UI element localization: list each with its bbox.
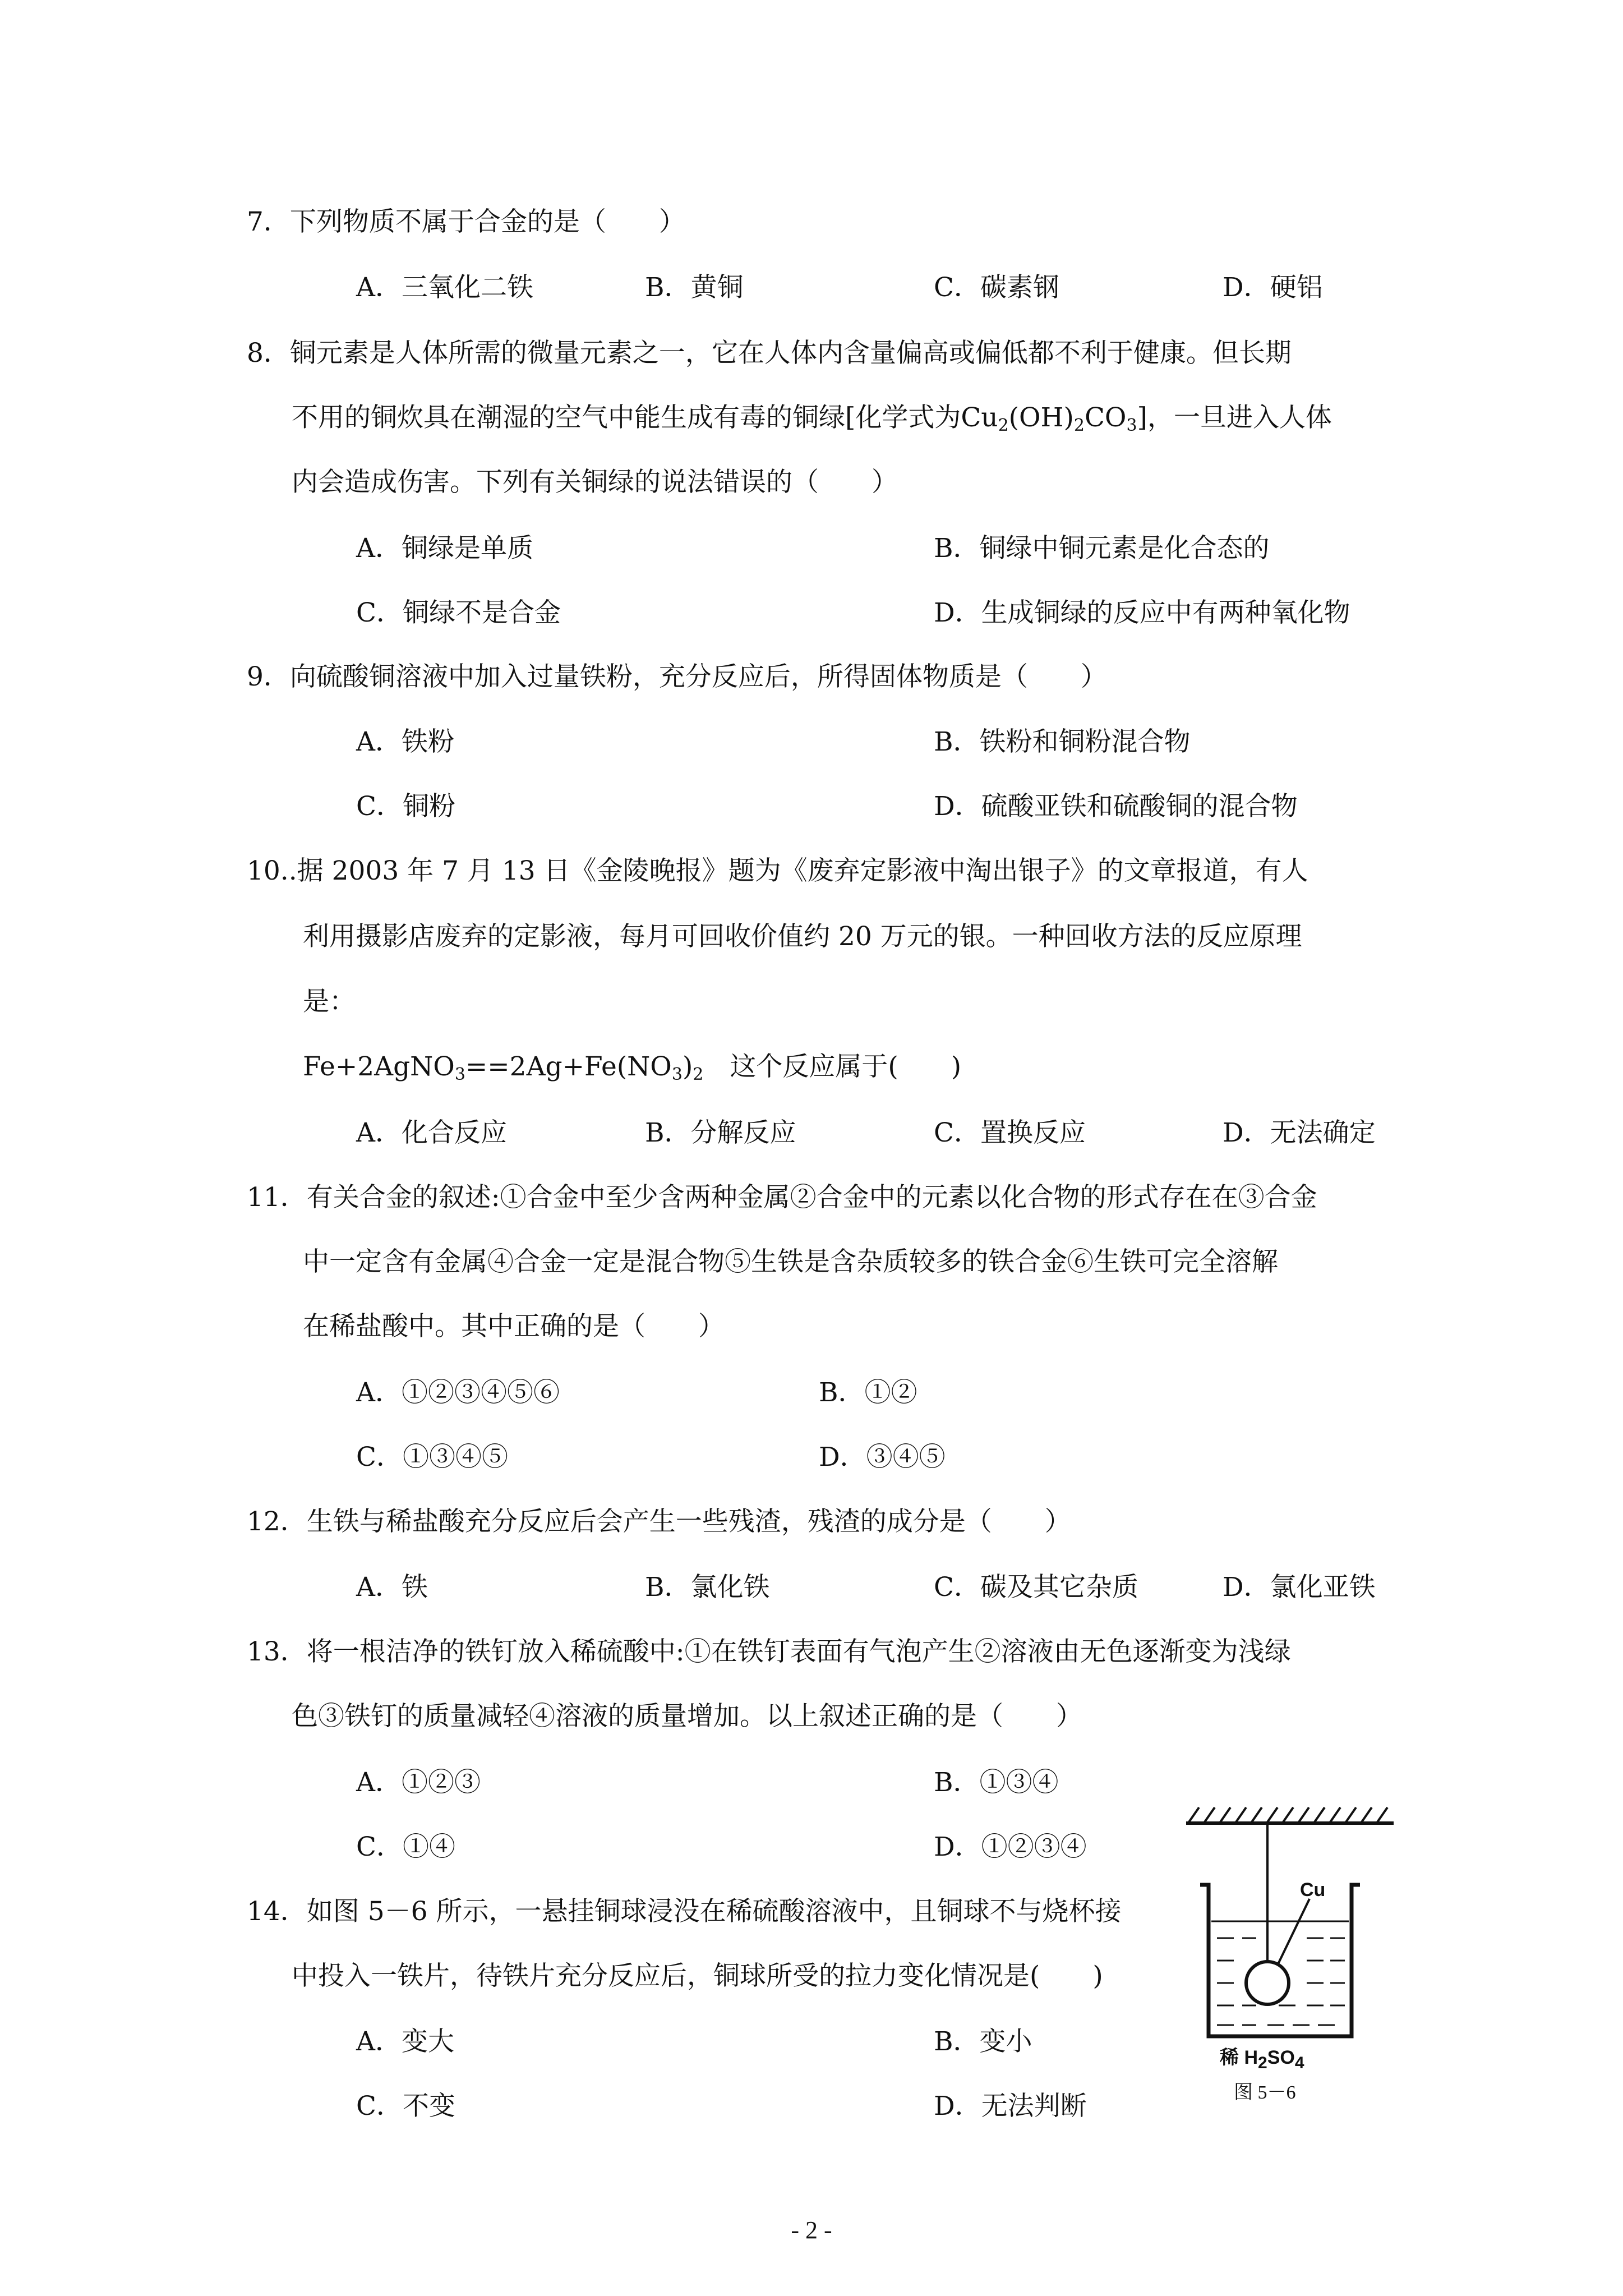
equation-part: Fe+2AgNO <box>303 1051 455 1082</box>
q11-line-2: 中一定含有金属④合金一定是混合物⑤生铁是含杂质较多的铁合金⑥生铁可完全溶解 <box>303 1246 1278 1277</box>
q7-option-b: B．黄铜 <box>645 272 744 303</box>
acid-label-so: SO <box>1267 2047 1295 2068</box>
q11-option-c: C．①③④⑤ <box>356 1442 508 1473</box>
cu-label: Cu <box>1300 1879 1326 1901</box>
q13-option-c: C．①④ <box>356 1832 455 1862</box>
formula-sub: 2 <box>998 416 1009 435</box>
q13-line-2: 色③铁钉的质量减轻④溶液的质量增加。以上叙述正确的是（ ） <box>292 1701 1082 1732</box>
formula-cu: Cu <box>961 402 998 433</box>
q8-option-d: D．生成铜绿的反应中有两种氧化物 <box>934 597 1350 628</box>
q14-line-2: 中投入一铁片，待铁片充分反应后，铜球所受的拉力变化情况是( ) <box>292 1961 1103 1991</box>
q7-option-a: A．三氧化二铁 <box>356 272 533 303</box>
acid-label <box>1220 2042 1304 2072</box>
q8-option-b: B．铜绿中铜元素是化合态的 <box>934 533 1270 564</box>
q11-option-d: D．③④⑤ <box>819 1442 946 1473</box>
q13-option-a: A．①②③ <box>356 1767 481 1798</box>
q10-line-3: 是： <box>303 986 356 1017</box>
q7-stem: 7．下列物质不属于合金的是（ ） <box>247 206 685 237</box>
q10-option-d: D．无法确定 <box>1223 1117 1376 1148</box>
q9-option-d: D．硫酸亚铁和硫酸铜的混合物 <box>934 791 1298 822</box>
equation-part: ==2Ag+Fe(NO <box>465 1051 672 1082</box>
q12-option-c: C．碳及其它杂质 <box>934 1572 1138 1603</box>
q8-line-2-tail: ]，一旦进入人体 <box>1137 402 1332 433</box>
equation-part: ) <box>682 1051 693 1082</box>
q8-line-3: 内会造成伤害。下列有关铜绿的说法错误的（ ） <box>292 467 898 498</box>
q9-option-b: B．铁粉和铜粉混合物 <box>934 726 1191 757</box>
q8-option-c: C．铜绿不是合金 <box>356 597 561 628</box>
q10-option-b: B．分解反应 <box>645 1117 796 1148</box>
equation-sub: 3 <box>671 1065 683 1084</box>
q8-line-2 <box>292 401 1332 435</box>
q9-stem: 9．向硫酸铜溶液中加入过量铁粉，充分反应后，所得固体物质是（ ） <box>247 661 1107 692</box>
q14-line-1: 14．如图 5－6 所示，一悬挂铜球浸没在稀硫酸溶液中，且铜球不与烧杯接 <box>247 1896 1122 1927</box>
q11-option-b: B．①② <box>819 1377 917 1408</box>
q9-option-a: A．铁粉 <box>356 726 454 757</box>
formula-oh: (OH) <box>1008 402 1074 433</box>
page-number: - 2 - <box>791 2216 832 2244</box>
q11-option-a: A．①②③④⑤⑥ <box>356 1377 560 1408</box>
q10-line-2: 利用摄影店废弃的定影液，每月可回收价值约 20 万元的银。一种回收方法的反应原理 <box>303 921 1302 952</box>
formula-sub: 2 <box>1073 416 1085 435</box>
q7-option-c: C．碳素钢 <box>934 272 1059 303</box>
q12-option-d: D．氯化亚铁 <box>1223 1572 1376 1603</box>
q14-option-c: C．不变 <box>356 2091 455 2122</box>
q8-option-a: A．铜绿是单质 <box>356 533 533 564</box>
q12-stem: 12．生铁与稀盐酸充分反应后会产生一些残渣，残渣的成分是（ ） <box>247 1506 1071 1537</box>
q12-option-b: B．氯化铁 <box>645 1572 770 1603</box>
q8-line-1: 8．铜元素是人体所需的微量元素之一，它在人体内含量偏高或偏低都不利于健康。但长期 <box>247 338 1292 369</box>
q13-line-1: 13．将一根洁净的铁钉放入稀硫酸中:①在铁钉表面有气泡产生②溶液由无色逐渐变为浅绿 <box>247 1636 1291 1667</box>
acid-label-text: 稀 H <box>1220 2047 1258 2068</box>
q10-option-c: C．置换反应 <box>934 1117 1086 1148</box>
q12-option-a: A．铁 <box>356 1572 428 1603</box>
q14-option-b: B．变小 <box>934 2026 1032 2057</box>
q8-line-2-text: 不用的铜炊具在潮湿的空气中能生成有毒的铜绿[化学式为 <box>292 402 961 433</box>
q13-option-d: D．①②③④ <box>934 1832 1087 1862</box>
equation-sub: 2 <box>693 1065 704 1084</box>
acid-sub: 2 <box>1258 2054 1267 2072</box>
q14-option-d: D．无法判断 <box>934 2091 1087 2122</box>
q7-option-d: D．硬铝 <box>1223 272 1323 303</box>
equation-sub: 3 <box>454 1065 465 1084</box>
formula-sub: 3 <box>1126 416 1137 435</box>
beaker-figure <box>1178 1801 1402 2104</box>
q10-line-1: 10..据 2003 年 7 月 13 日《金陵晚报》题为《废弃定影液中淘出银子》的文章报道，有人 <box>247 855 1308 886</box>
q14-option-a: A．变大 <box>356 2026 454 2057</box>
formula-co: CO <box>1084 402 1127 433</box>
q11-line-1: 11．有关合金的叙述:①合金中至少含两种金属②合金中的元素以化合物的形式存在在③合金 <box>247 1182 1317 1213</box>
q13-option-b: B．①③④ <box>934 1767 1059 1798</box>
acid-sub: 4 <box>1294 2054 1304 2072</box>
q11-line-3: 在稀盐酸中。其中正确的是（ ） <box>303 1311 725 1342</box>
q10-equation <box>303 1050 961 1084</box>
figure-caption: 图 5－6 <box>1234 2082 1296 2103</box>
q9-option-c: C．铜粉 <box>356 791 455 822</box>
q10-option-a: A．化合反应 <box>356 1117 507 1148</box>
equation-tail: 这个反应属于( ) <box>703 1051 962 1082</box>
